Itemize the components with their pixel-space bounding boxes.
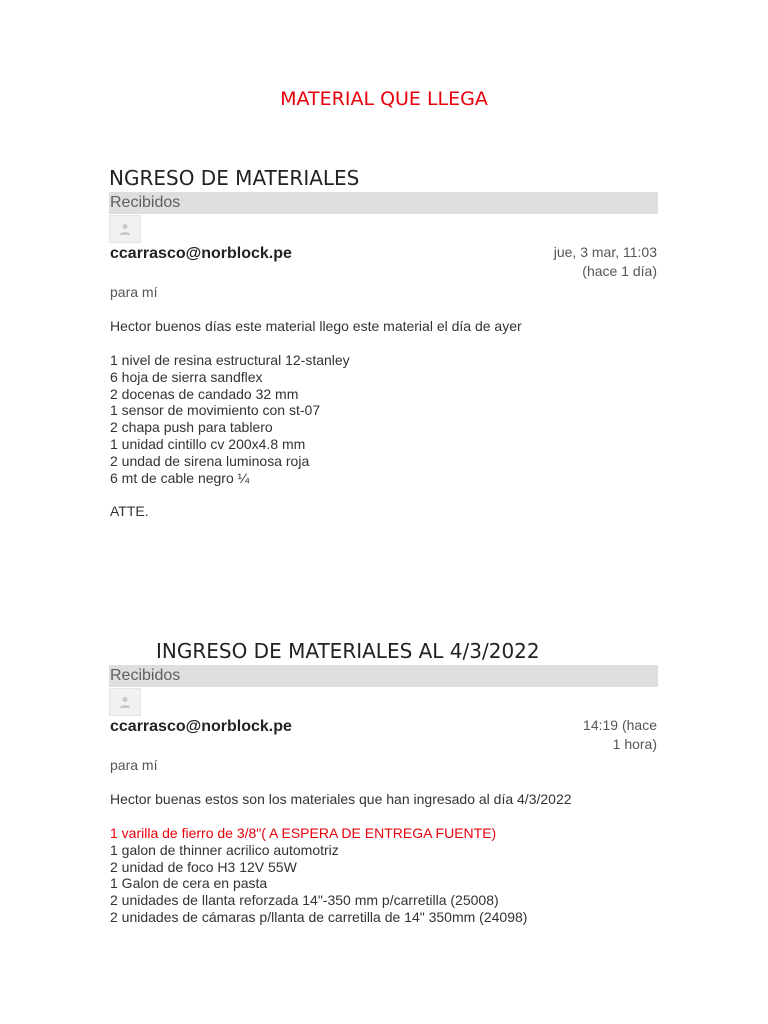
list-item: 6 mt de cable negro ¼ — [110, 469, 250, 486]
sender-email: ccarrasco@norblock.pe — [110, 718, 292, 735]
list-item: 2 unidades de llanta reforzada 14"-350 mm p/carretilla (25008) — [110, 892, 499, 909]
person-icon — [119, 223, 131, 235]
list-item-highlighted: 1 varilla de fierro de 3/8"( A ESPERA DE ENTREGA FUENTE) — [110, 825, 497, 841]
list-item: 1 unidad cintillo cv 200x4.8 mm — [110, 435, 306, 452]
inbox-label-bar — [109, 665, 658, 687]
message-date — [437, 243, 657, 281]
section-heading: INGRESO DE MATERIALES AL 4/3/2022 — [156, 639, 540, 663]
document-title: MATERIAL QUE LLEGA — [280, 88, 488, 110]
section-heading: NGRESO DE MATERIALES — [109, 166, 360, 190]
inbox-label: Recibidos — [110, 194, 181, 211]
message-greeting: Hector buenos días este material llego este material el día de ayer — [110, 318, 522, 334]
list-item: 6 hoja de sierra sandflex — [110, 368, 263, 385]
list-item: 2 chapa push para tablero — [110, 419, 273, 436]
list-item: 1 sensor de movimiento con st-07 — [110, 402, 321, 419]
message-closing: ATTE. — [110, 503, 149, 519]
item-list — [110, 825, 527, 926]
date-line: 14:19 (hace — [583, 717, 657, 733]
recipient-label: para mí — [110, 284, 158, 300]
sender-email: ccarrasco@norblock.pe — [110, 245, 292, 262]
list-item: 1 nivel de resina estructural 12-stanley — [110, 352, 350, 368]
list-item: 1 galon de thinner acrilico automotriz — [110, 841, 339, 858]
person-icon — [119, 696, 131, 708]
message-date — [437, 716, 657, 754]
list-item: 2 unidades de cámaras p/llanta de carretilla de 14" 350mm (24098) — [110, 908, 528, 925]
message-greeting: Hector buenas estos son los materiales que han ingresado al día 4/3/2022 — [110, 791, 572, 807]
list-item: 2 docenas de candado 32 mm — [110, 385, 299, 402]
date-relative: (hace 1 día) — [582, 263, 657, 279]
list-item: 2 undad de sirena luminosa roja — [110, 452, 310, 469]
inbox-label-bar — [109, 192, 658, 214]
avatar — [109, 688, 141, 716]
inbox-label: Recibidos — [110, 667, 181, 684]
item-list — [110, 352, 350, 486]
avatar — [109, 215, 141, 243]
list-item: 1 Galon de cera en pasta — [110, 875, 268, 892]
date-line: jue, 3 mar, 11:03 — [553, 244, 657, 260]
date-relative: 1 hora) — [612, 736, 657, 752]
list-item: 2 unidad de foco H3 12V 55W — [110, 858, 297, 875]
recipient-label: para mí — [110, 757, 158, 773]
